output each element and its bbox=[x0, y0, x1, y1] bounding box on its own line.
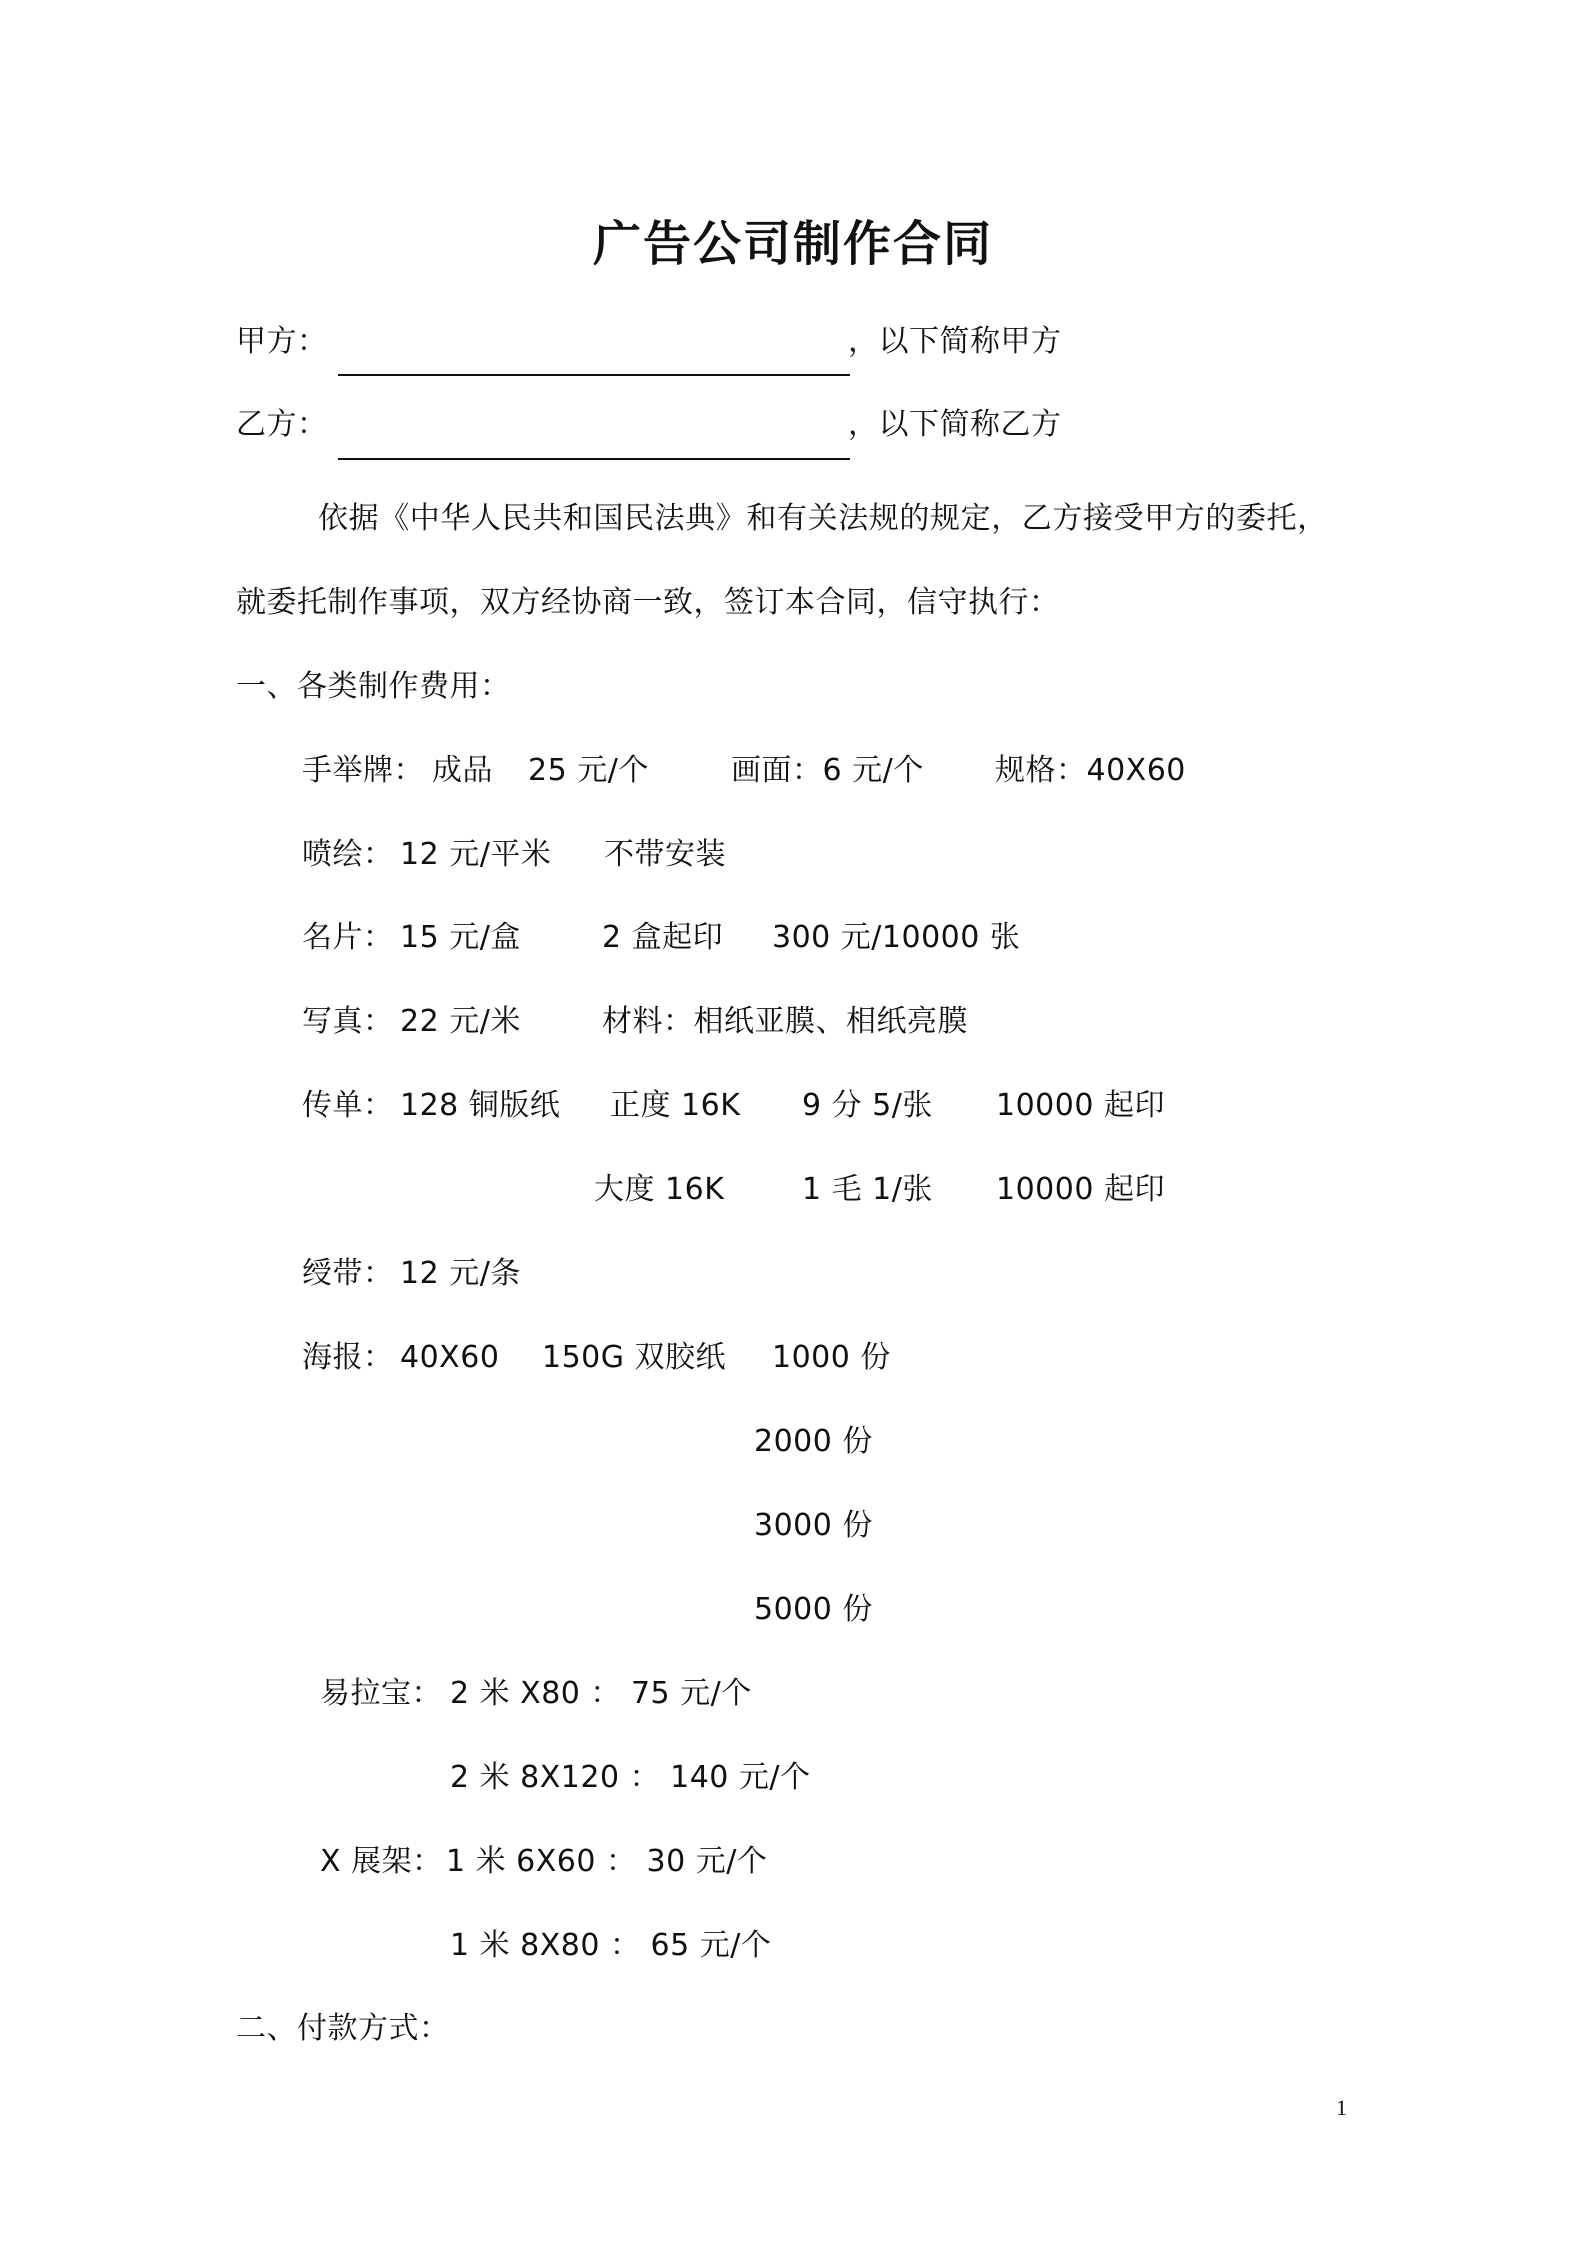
xstand-item-1: 1 米 6X60 ： 30 元/个 bbox=[446, 1844, 768, 1879]
poster-label: 海报： bbox=[302, 1340, 394, 1375]
photo-material: 材料：相纸亚膜、相纸亮膜 bbox=[602, 1004, 968, 1039]
flyer-size-1: 正度 16K bbox=[610, 1088, 741, 1123]
rollup-item-1: 2 米 X80 ： 75 元/个 bbox=[450, 1676, 752, 1711]
flyer-price-2: 1 毛 1/张 bbox=[802, 1172, 933, 1207]
placard-price: 25 元/个 bbox=[528, 753, 649, 788]
poster-paper: 150G 双胶纸 bbox=[542, 1340, 727, 1375]
sash-label: 绶带： bbox=[302, 1256, 394, 1291]
placard-product: 成品 bbox=[432, 753, 493, 788]
document-title: 广告公司制作合同 bbox=[592, 216, 993, 272]
placard-label: 手举牌： bbox=[302, 753, 424, 788]
party-a-label: 甲方： bbox=[236, 324, 328, 359]
intro-line-2: 就委托制作事项，双方经协商一致，签订本合同，信守执行： bbox=[236, 585, 1060, 620]
poster-qty-5000: 5000 份 bbox=[754, 1592, 873, 1627]
sash-price: 12 元/条 bbox=[400, 1256, 521, 1291]
photo-label: 写真： bbox=[302, 1004, 394, 1039]
placard-spec: 规格：40X60 bbox=[995, 753, 1186, 788]
flyer-paper: 128 铜版纸 bbox=[400, 1088, 561, 1123]
inkjet-label: 喷绘： bbox=[302, 837, 394, 872]
poster-qty-2000: 2000 份 bbox=[754, 1424, 873, 1459]
card-bulk-price: 300 元/10000 张 bbox=[772, 920, 1021, 955]
party-b-blank-field[interactable] bbox=[338, 458, 850, 460]
party-b-suffix: ，以下简称乙方 bbox=[848, 407, 1062, 442]
section-1-heading: 一、各类制作费用： bbox=[236, 669, 511, 704]
flyer-min-1: 10000 起印 bbox=[996, 1088, 1165, 1123]
poster-size: 40X60 bbox=[400, 1340, 500, 1375]
party-a-blank-field[interactable] bbox=[338, 374, 850, 376]
intro-line-1: 依据《中华人民共和国民法典》和有关法规的规定，乙方接受甲方的委托， bbox=[318, 501, 1328, 536]
party-b-label: 乙方： bbox=[236, 407, 328, 442]
inkjet-price: 12 元/平米 bbox=[400, 837, 552, 872]
photo-price: 22 元/米 bbox=[400, 1004, 521, 1039]
xstand-item-2: 1 米 8X80 ： 65 元/个 bbox=[450, 1928, 772, 1963]
flyer-size-2: 大度 16K bbox=[594, 1172, 725, 1207]
inkjet-note: 不带安装 bbox=[604, 837, 726, 872]
flyer-price-1: 9 分 5/张 bbox=[802, 1088, 933, 1123]
placard-print-price: 画面：6 元/个 bbox=[731, 753, 924, 788]
card-min-order: 2 盒起印 bbox=[602, 920, 724, 955]
section-2-heading: 二、付款方式： bbox=[236, 2011, 450, 2046]
poster-qty-1000: 1000 份 bbox=[772, 1340, 891, 1375]
flyer-min-2: 10000 起印 bbox=[996, 1172, 1165, 1207]
rollup-label: 易拉宝： bbox=[320, 1676, 442, 1711]
xstand-label: X 展架： bbox=[320, 1844, 443, 1879]
card-label: 名片： bbox=[302, 920, 394, 955]
rollup-item-2: 2 米 8X120 ： 140 元/个 bbox=[450, 1760, 811, 1795]
flyer-label: 传单： bbox=[302, 1088, 394, 1123]
poster-qty-3000: 3000 份 bbox=[754, 1508, 873, 1543]
party-a-suffix: ，以下简称甲方 bbox=[848, 324, 1062, 359]
card-price: 15 元/盒 bbox=[400, 920, 521, 955]
page-number: 1 bbox=[1336, 2095, 1347, 2120]
